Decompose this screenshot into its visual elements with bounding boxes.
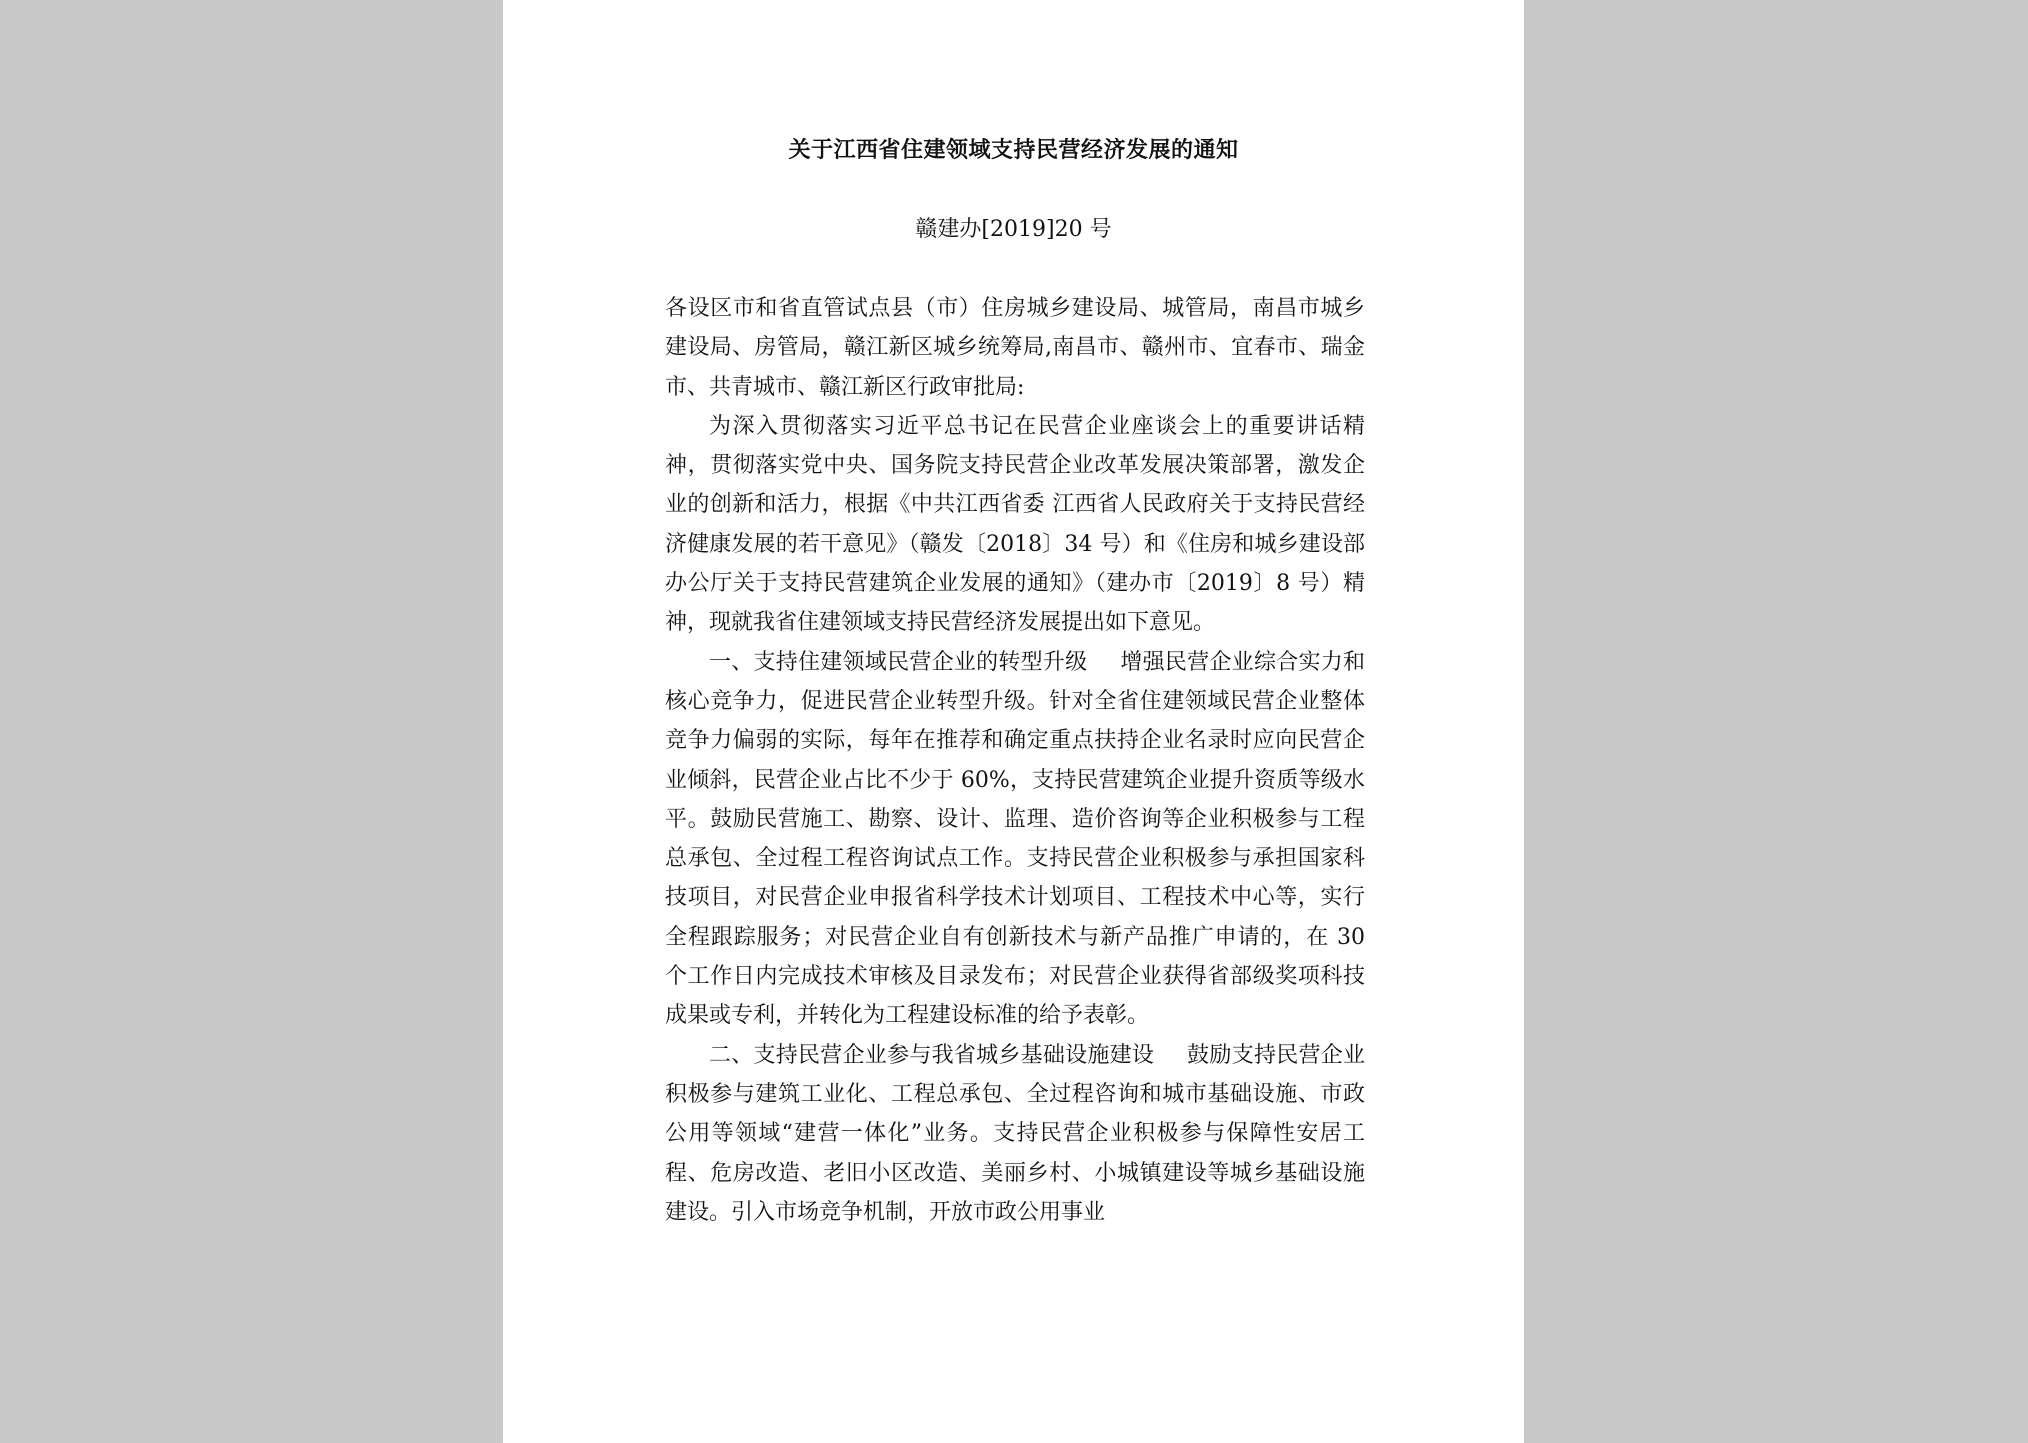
document-title: 关于江西省住建领域支持民营经济发展的通知 bbox=[788, 137, 1239, 163]
intro-paragraph: 为深入贯彻落实习近平总书记在民营企业座谈会上的重要讲话精神，贯彻落实党中央、国务院支持民营企业改革发展决策部署，激发企业的创新和活力，根据《中共江西省委 江西省人民政府关于支持民营经济健康发展的若干意见》（赣发〔2018〕34 号）和《住房和城乡建设部办公厅关于支持民营建筑企业发展的通知》（建办市〔2019〕8 号）精神，现就我省住建领域支持民营经济发展提出如下意见。 bbox=[665, 413, 1365, 636]
document-body bbox=[665, 289, 1365, 1232]
addressee-paragraph: 各设区市和省直管试点县（市）住房城乡建设局、城管局，南昌市城乡建设局、房管局，赣江新区城乡统筹局,南昌市、赣州市、宜春市、瑞金市、共青城市、赣江新区行政审批局: bbox=[665, 296, 1365, 400]
document-page bbox=[503, 0, 1524, 1443]
document-number: 赣建办[2019]20 号 bbox=[915, 217, 1112, 242]
section-1-text: 增强民营企业综合实力和核心竞争力，促进民营企业转型升级。针对全省住建领域民营企业整体竞争力偏弱的实际，每年在推荐和确定重点扶持企业名录时应向民营企业倾斜，民营企业占比不少于 60%，支持民营建筑企业提升资质等级水平。鼓励民营施工、勘察、设计、监理、造价咨询等企业积极参与工程总承包、全过程工程咨询试点工作。支持民营企业积极参与承担国家科技项目，对民营企业申报省科学技术计划项目、工程技术中心等，实行全程跟踪服务；对民营企业自有创新技术与新产品推广申请的，在 30 个工作日内完成技术审核及目录发布；对民营企业获得省部级奖项科技成果或专利，并转化为工程建设标准的给予表彰。 bbox=[665, 649, 1365, 1029]
section-1-paragraph bbox=[665, 643, 1365, 1036]
section-1-heading: 一、支持住建领域民营企业的转型升级 bbox=[709, 649, 1088, 675]
section-2-text: 鼓励支持民营企业积极参与建筑工业化、工程总承包、全过程咨询和城市基础设施、市政公用等领域“建营一体化”业务。支持民营企业积极参与保障性安居工程、危房改造、老旧小区改造、美丽乡村、小城镇建设等城乡基础设施建设。引入市场竞争机制，开放市政公用事业 bbox=[665, 1042, 1365, 1225]
section-2-heading: 二、支持民营企业参与我省城乡基础设施建设 bbox=[709, 1042, 1155, 1068]
section-2-paragraph bbox=[665, 1036, 1365, 1232]
